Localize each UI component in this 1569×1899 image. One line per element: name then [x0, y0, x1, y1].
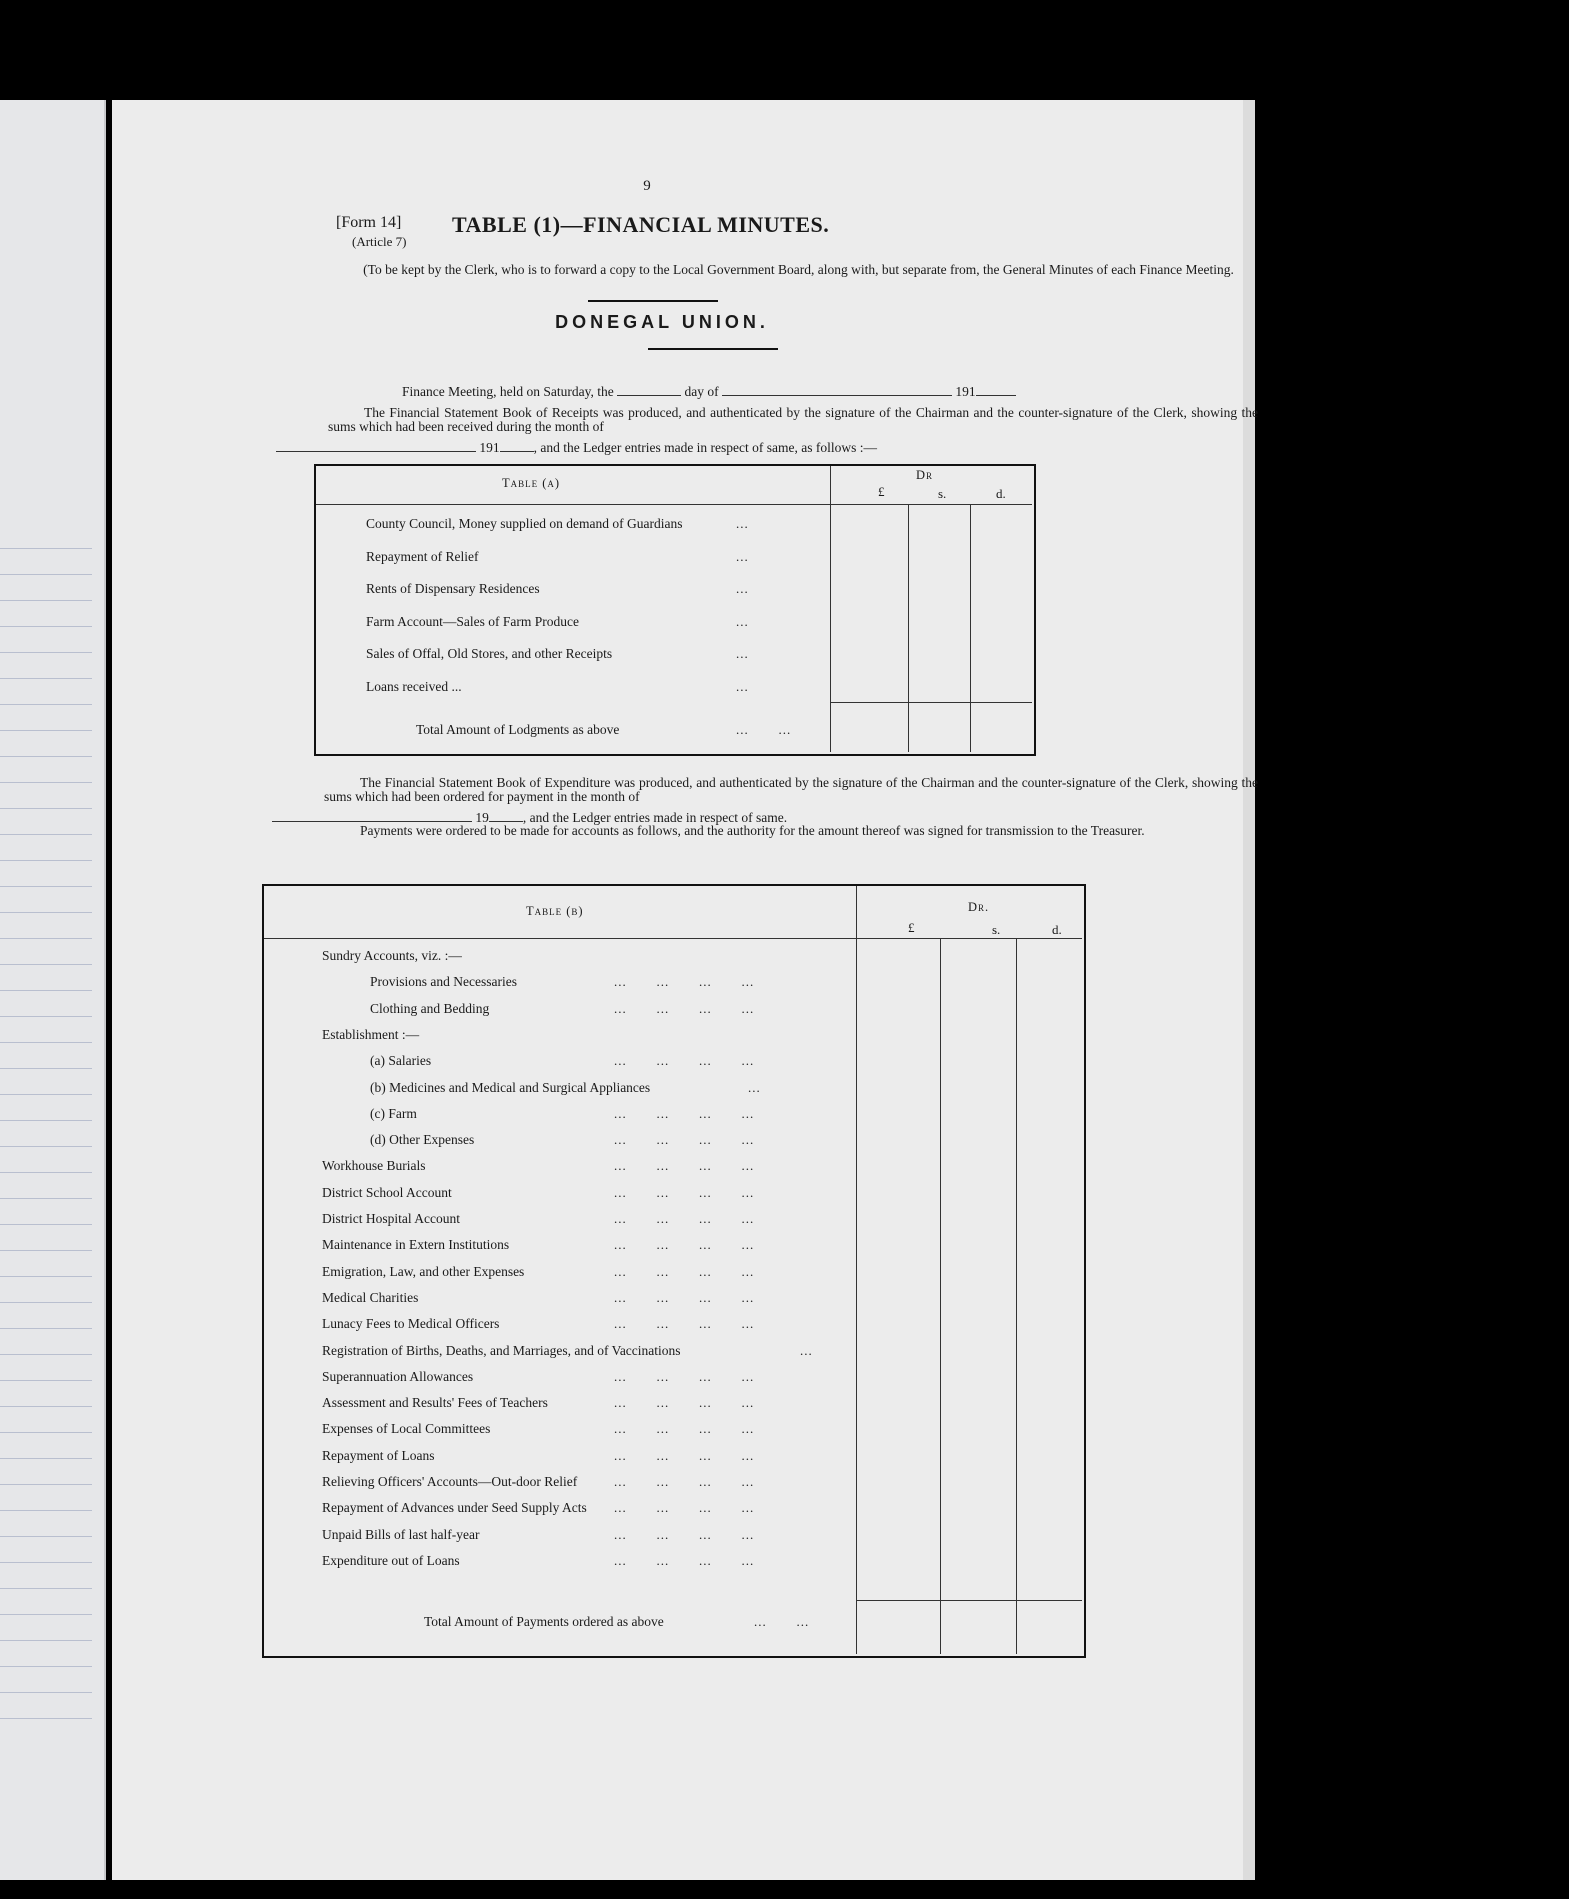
- table-b-row-label: Repayment of Advances under Seed Supply Acts: [322, 1500, 587, 1516]
- instruction-note: (To be kept by the Clerk, who is to forward a copy to the Local Government Board, along with, but separate from, the General Minutes of each Finance Meeting.: [363, 262, 1234, 277]
- table-b-row-label: (a) Salaries: [370, 1053, 432, 1069]
- ruled-line: [0, 938, 92, 939]
- table-b-title: Table (b): [526, 904, 584, 918]
- leader-dots: ... ... ... ...: [614, 974, 755, 990]
- receipts-paragraph: The Financial Statement Book of Receipts was produced, and authenticated by the signature of the Chairman and the counter-signature of the Clerk, showing the sums which had been received during the month of: [328, 405, 1258, 434]
- receipts-year: 191: [479, 440, 500, 455]
- document-page: [112, 100, 1258, 1880]
- leader-dots: ... ... ... ...: [614, 1263, 755, 1279]
- leader-dots: ...: [736, 581, 749, 596]
- currency-pence: d.: [1052, 922, 1062, 937]
- table-a-row-label: Loans received ...: [366, 678, 462, 694]
- expenditure-paragraph: The Financial Statement Book of Expenditure was produced, and authenticated by the signature of the Chairman and the counter-signature of the Clerk, showing the sums which had been ordered for payment in the month of: [324, 775, 1258, 804]
- expenditure-month-blank[interactable]: [272, 811, 472, 822]
- ruled-line: [0, 912, 92, 913]
- ruled-line: [0, 834, 92, 835]
- leader-dots: ... ... ... ...: [614, 1421, 755, 1437]
- leader-dots: ... ... ... ...: [614, 1552, 755, 1568]
- payments-paragraph: Payments were ordered to be made for accounts as follows, and the authority for the amount thereof was signed for transmission to the Treasurer.: [360, 823, 1145, 838]
- ruled-line: [0, 782, 92, 783]
- ruled-line: [0, 964, 92, 965]
- header-rule: [316, 504, 1032, 505]
- receipts-month-line: [276, 440, 877, 456]
- ruled-line: [0, 1120, 92, 1121]
- table-b-total: Total Amount of Payments ordered as above: [424, 1614, 664, 1629]
- table-a-row-label: Rents of Dispensary Residences: [366, 581, 540, 596]
- ruled-line: [0, 1354, 92, 1355]
- leader-dots: ... ... ... ...: [614, 1132, 755, 1148]
- table-b-row-label: Superannuation Allowances: [322, 1368, 474, 1384]
- leader-dots: ...: [736, 678, 749, 694]
- table-b-row-label: Medical Charities: [322, 1289, 419, 1305]
- meeting-line: [402, 384, 1016, 400]
- column-rule: [970, 504, 971, 752]
- column-rule: [940, 938, 941, 1654]
- ruled-line: [0, 1198, 92, 1199]
- table-b-row-label: (d) Other Expenses: [370, 1132, 475, 1148]
- leader-dots: ... ... ... ...: [614, 1000, 755, 1016]
- ruled-line: [0, 1458, 92, 1459]
- meeting-prefix: Finance Meeting, held on Saturday, the: [402, 384, 614, 399]
- table-a-row-label: Farm Account—Sales of Farm Produce: [366, 613, 579, 629]
- leader-dots: ... ...: [736, 722, 792, 737]
- ruled-line: [0, 730, 92, 731]
- ruled-line: [0, 1146, 92, 1147]
- column-rule: [830, 466, 831, 752]
- leader-dots: ... ... ... ...: [614, 1105, 755, 1121]
- column-rule: [856, 886, 857, 1654]
- expenditure-tail: , and the Ledger entries made in respect of same.: [522, 810, 788, 825]
- ruled-line: [0, 704, 92, 705]
- left-page: [0, 100, 106, 1880]
- ruled-line: [0, 1432, 92, 1433]
- ruled-line: [0, 756, 92, 757]
- year-blank[interactable]: [976, 385, 1016, 396]
- table-b-row-label: Registration of Births, Deaths, and Marriages, and of Vaccinations: [322, 1342, 681, 1358]
- table-b-row-label: Unpaid Bills of last half-year: [322, 1526, 480, 1542]
- ruled-line: [0, 1068, 92, 1069]
- ruled-line: [0, 652, 92, 653]
- leader-dots: ...: [800, 1342, 813, 1358]
- table-b-dr: Dr.: [968, 900, 990, 914]
- table-b-row-label: Maintenance in Extern Institutions: [322, 1237, 510, 1253]
- leader-dots: ...: [736, 548, 749, 564]
- table-a-title: Table (a): [502, 476, 561, 490]
- leader-dots: ...: [748, 1079, 761, 1095]
- day-blank[interactable]: [617, 385, 681, 396]
- leader-dots: ... ... ... ...: [614, 1447, 755, 1463]
- ruled-line: [0, 1094, 92, 1095]
- leader-dots: ... ... ... ...: [614, 1289, 755, 1305]
- year-label: 191: [955, 384, 976, 399]
- leader-dots: ... ... ... ...: [614, 1316, 755, 1332]
- ruled-line: [0, 678, 92, 679]
- leader-dots: ... ...: [754, 1614, 810, 1629]
- ruled-line: [0, 1588, 92, 1589]
- table-a-total: Total Amount of Lodgments as above: [416, 722, 620, 737]
- ruled-line: [0, 1562, 92, 1563]
- table-b-row-label: Expenditure out of Loans: [322, 1552, 460, 1568]
- ruled-line: [0, 574, 92, 575]
- ruled-line: [0, 860, 92, 861]
- ruled-line: [0, 1224, 92, 1225]
- table-b-row-label: Workhouse Burials: [322, 1158, 426, 1174]
- table-b-row-label: (c) Farm: [370, 1105, 417, 1121]
- table-b-row-label: Assessment and Results' Fees of Teachers: [322, 1395, 548, 1411]
- ruled-line: [0, 990, 92, 991]
- ruled-line: [0, 626, 92, 627]
- page-edge: [1243, 100, 1255, 1880]
- ruled-line: [0, 1484, 92, 1485]
- table-b-row-label: District School Account: [322, 1184, 452, 1200]
- table-b-row-label: District Hospital Account: [322, 1211, 460, 1226]
- leader-dots: ... ... ... ...: [614, 1237, 755, 1253]
- currency-pounds: £: [878, 484, 885, 499]
- ruled-line: [0, 1536, 92, 1537]
- ruled-line: [0, 600, 92, 601]
- month-blank[interactable]: [722, 385, 952, 396]
- ruled-line: [0, 1666, 92, 1667]
- table-a: [314, 464, 1036, 756]
- ruled-line: [0, 1042, 92, 1043]
- table-a-row-label: Sales of Offal, Old Stores, and other Receipts: [366, 646, 613, 661]
- leader-dots: ...: [736, 646, 749, 661]
- leader-dots: ... ... ... ...: [614, 1368, 755, 1384]
- header-rule: [264, 938, 1082, 939]
- leader-dots: ... ... ... ...: [614, 1158, 755, 1174]
- ruled-line: [0, 1302, 92, 1303]
- receipts-month-blank[interactable]: [276, 441, 476, 452]
- table-b-row-label: Establishment :—: [322, 1026, 420, 1042]
- expenditure-year-blank[interactable]: [489, 811, 523, 822]
- currency-pounds: £: [908, 920, 915, 935]
- ruled-line: [0, 1380, 92, 1381]
- leader-dots: ... ... ... ...: [614, 1474, 755, 1489]
- table-b-row-label: Expenses of Local Committees: [322, 1421, 491, 1437]
- divider: [648, 348, 778, 350]
- currency-shillings: s.: [938, 486, 947, 501]
- ruled-line: [0, 1692, 92, 1693]
- receipts-tail: , and the Ledger entries made in respect of same, as follows :—: [533, 440, 878, 455]
- column-rule: [908, 504, 909, 752]
- ruled-line: [0, 886, 92, 887]
- ruled-line: [0, 1016, 92, 1017]
- ruled-line: [0, 808, 92, 809]
- table-b-row-label: Repayment of Loans: [322, 1447, 435, 1463]
- table-a-row-label: Repayment of Relief: [366, 548, 479, 564]
- leader-dots: ... ... ... ...: [614, 1526, 755, 1542]
- table-b-row-label: Provisions and Necessaries: [370, 974, 517, 990]
- leader-dots: ... ... ... ...: [614, 1500, 755, 1516]
- page-number: 9: [643, 178, 651, 194]
- form-label: [Form 14]: [336, 214, 402, 231]
- ruled-line: [0, 1172, 92, 1173]
- leader-dots: ... ... ... ...: [614, 1395, 755, 1411]
- document-title: TABLE (1)—FINANCIAL MINUTES.: [452, 212, 830, 237]
- table-b-row-label: Clothing and Bedding: [370, 1000, 490, 1016]
- leader-dots: ... ... ... ...: [614, 1184, 755, 1200]
- ruled-line: [0, 1614, 92, 1615]
- column-rule: [1016, 938, 1017, 1654]
- table-b-row-label: Emigration, Law, and other Expenses: [322, 1263, 525, 1279]
- table-b: [262, 884, 1086, 1658]
- ruled-line: [0, 1276, 92, 1277]
- currency-shillings: s.: [992, 922, 1001, 937]
- ruled-line: [0, 1250, 92, 1251]
- day-of-label: day of: [684, 384, 719, 399]
- table-a-dr: Dr: [916, 468, 934, 482]
- ruled-line: [0, 1406, 92, 1407]
- table-b-row-label: Relieving Officers' Accounts—Out-door Relief: [322, 1474, 578, 1489]
- table-a-row-label: County Council, Money supplied on demand of Guardians: [366, 516, 683, 531]
- leader-dots: ... ... ... ...: [614, 1053, 755, 1069]
- leader-dots: ...: [736, 516, 749, 531]
- receipts-year-blank[interactable]: [500, 441, 534, 452]
- total-rule: [856, 1600, 1082, 1601]
- leader-dots: ...: [736, 613, 749, 629]
- divider: [588, 300, 718, 302]
- table-b-row-label: (b) Medicines and Medical and Surgical Appliances: [370, 1079, 651, 1095]
- article-label: (Article 7): [352, 234, 407, 249]
- total-rule: [830, 702, 1032, 703]
- ruled-line: [0, 1640, 92, 1641]
- leader-dots: ... ... ... ...: [614, 1211, 755, 1226]
- ruled-line: [0, 1328, 92, 1329]
- ruled-line: [0, 1718, 92, 1719]
- currency-pence: d.: [996, 486, 1006, 501]
- table-b-row-label: Sundry Accounts, viz. :—: [322, 948, 462, 963]
- ruled-line: [0, 1510, 92, 1511]
- union-name: DONEGAL UNION.: [555, 312, 769, 332]
- expenditure-year: 19: [475, 810, 489, 825]
- ruled-line: [0, 548, 92, 549]
- table-b-row-label: Lunacy Fees to Medical Officers: [322, 1316, 500, 1332]
